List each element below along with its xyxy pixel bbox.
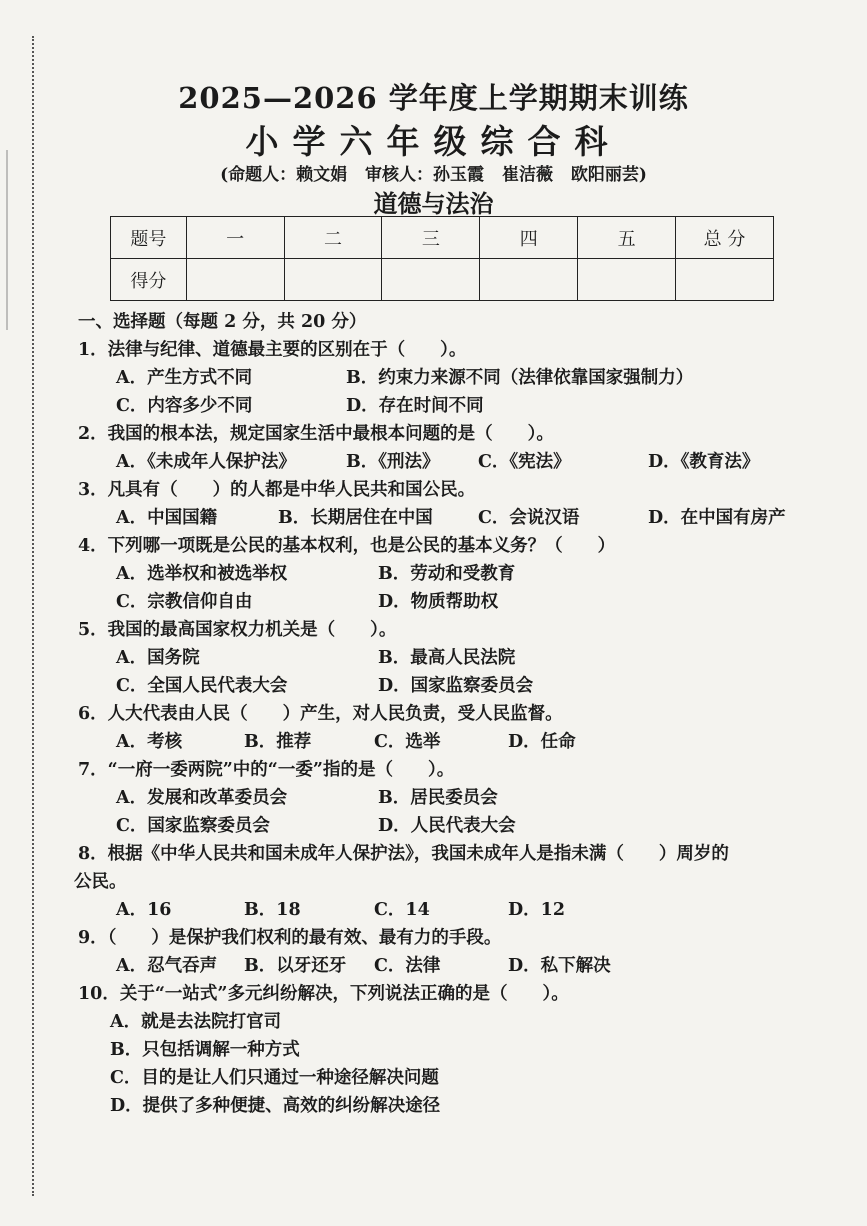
option-b[interactable]: B．最高人民法院 <box>378 648 516 668</box>
option-b[interactable]: B．推荐 <box>244 732 312 752</box>
subject-title: 道德与法治 <box>373 189 494 218</box>
options-row <box>78 784 838 812</box>
score-table-score-row <box>111 259 774 301</box>
option-a[interactable]: A．产生方式不同 <box>116 368 253 388</box>
option-a[interactable]: A．发展和改革委员会 <box>116 788 288 808</box>
option-a[interactable]: A．考核 <box>116 732 183 752</box>
score-blank[interactable] <box>284 259 382 301</box>
author-reviewer-3: 欧阳丽芸) <box>570 165 647 185</box>
question-2: 2．我国的根本法，规定国家生活中最根本问题的是（ ）。 <box>78 424 554 444</box>
option-b[interactable]: B．居民委员会 <box>378 788 498 808</box>
question-6: 6．人大代表由人民（ ）产生，对人民负责，受人民监督。 <box>78 704 563 724</box>
options-row <box>78 392 838 420</box>
question-4: 4．下列哪一项既是公民的基本权利，也是公民的基本义务？（ ） <box>78 536 616 556</box>
score-blank[interactable] <box>186 259 284 301</box>
option-a[interactable]: A．《未成年人保护法》 <box>116 452 296 472</box>
option-d[interactable]: D．国家监察委员会 <box>378 676 534 696</box>
question-8: 8．根据《中华人民共和国未成年人保护法》，我国未成年人是指未满（ ）周岁的 <box>78 844 729 864</box>
score-table-header-row <box>111 217 774 259</box>
score-cell-4: 四 <box>480 217 578 259</box>
author-reviewer: 审核人：孙玉霞 <box>365 165 485 185</box>
score-blank[interactable] <box>578 259 676 301</box>
section-title: 一、选择题（每题 2 分，共 20 分） <box>78 312 367 332</box>
option-d[interactable]: D．私下解决 <box>508 956 611 976</box>
option-d[interactable]: D．12 <box>508 900 566 920</box>
options-row <box>78 728 838 756</box>
options-row <box>78 504 838 532</box>
score-table <box>110 216 774 301</box>
score-blank[interactable] <box>382 259 480 301</box>
question-8-continued: 公民。 <box>74 872 127 892</box>
score-blank[interactable] <box>480 259 578 301</box>
question-7: 7．“一府一委两院”中的“一委”指的是（ ）。 <box>78 760 455 780</box>
option-c[interactable]: C．内容多少不同 <box>116 396 253 416</box>
option-c[interactable]: C．目的是让人们只通过一种途径解决问题 <box>110 1068 439 1088</box>
score-cell-5: 五 <box>578 217 676 259</box>
option-a[interactable]: A．忍气吞声 <box>116 956 218 976</box>
question-1: 1．法律与纪律、道德最主要的区别在于（ ）。 <box>78 340 467 360</box>
option-d[interactable]: D．在中国有房产 <box>648 508 786 528</box>
option-c[interactable]: C．宗教信仰自由 <box>116 592 253 612</box>
authors-line <box>0 160 867 185</box>
option-b[interactable]: B．约束力来源不同（法律依靠国家强制力） <box>346 368 694 388</box>
option-a[interactable]: A．国务院 <box>116 648 200 668</box>
score-row-label: 得分 <box>111 259 187 301</box>
option-d[interactable]: D．任命 <box>508 732 576 752</box>
option-a[interactable]: A．16 <box>116 900 172 920</box>
option-c[interactable]: C．会说汉语 <box>478 508 580 528</box>
score-cell-3: 三 <box>382 217 480 259</box>
question-10: 10．关于“一站式”多元纠纷解决，下列说法正确的是（ ）。 <box>78 984 569 1004</box>
author-reviewer-2: 崔洁薇 <box>501 165 553 185</box>
options-row <box>78 812 838 840</box>
option-c[interactable]: C．法律 <box>374 956 441 976</box>
author-setter: (命题人：赖文娟 <box>220 165 348 185</box>
option-d[interactable]: D．提供了多种便捷、高效的纠纷解决途径 <box>110 1096 441 1116</box>
question-3: 3．凡具有（ ）的人都是中华人民共和国公民。 <box>78 480 476 500</box>
option-b[interactable]: B．劳动和受教育 <box>378 564 516 584</box>
option-c[interactable]: C．14 <box>374 900 430 920</box>
exam-title: 小学六年级综合科 <box>245 122 622 161</box>
option-d[interactable]: D．人民代表大会 <box>378 816 516 836</box>
options-row <box>78 896 838 924</box>
option-c[interactable]: C．全国人民代表大会 <box>116 676 288 696</box>
option-a[interactable]: A．选举权和被选举权 <box>116 564 288 584</box>
option-a[interactable]: A．中国国籍 <box>116 508 218 528</box>
options-row <box>78 644 838 672</box>
option-d[interactable]: D．《教育法》 <box>648 452 760 472</box>
option-b[interactable]: B．《刑法》 <box>346 452 440 472</box>
score-cell-total: 总 分 <box>676 217 774 259</box>
options-row <box>78 672 838 700</box>
option-b[interactable]: B．只包括调解一种方式 <box>110 1040 300 1060</box>
options-row <box>78 952 838 980</box>
score-cell-2: 二 <box>284 217 382 259</box>
option-c[interactable]: C．《宪法》 <box>478 452 571 472</box>
score-cell-label: 题号 <box>111 217 187 259</box>
option-d[interactable]: D．物质帮助权 <box>378 592 499 612</box>
question-9: 9．（ ）是保护我们权利的最有效、最有力的手段。 <box>78 928 502 948</box>
score-cell-1: 一 <box>186 217 284 259</box>
options-row <box>78 560 838 588</box>
options-row <box>78 448 838 476</box>
option-a[interactable]: A．就是去法院打官司 <box>110 1012 282 1032</box>
questions-area <box>74 308 838 1120</box>
year-title: 2025—2026 学年度上学期期末训练 <box>178 81 689 115</box>
option-b[interactable]: B．18 <box>244 900 301 920</box>
option-c[interactable]: C．国家监察委员会 <box>116 816 270 836</box>
option-c[interactable]: C．选举 <box>374 732 441 752</box>
options-row <box>78 364 838 392</box>
option-d[interactable]: D．存在时间不同 <box>346 396 484 416</box>
score-blank[interactable] <box>676 259 774 301</box>
options-row <box>78 588 838 616</box>
option-b[interactable]: B．长期居住在中国 <box>278 508 433 528</box>
question-5: 5．我国的最高国家权力机关是（ ）。 <box>78 620 397 640</box>
option-b[interactable]: B．以牙还牙 <box>244 956 347 976</box>
